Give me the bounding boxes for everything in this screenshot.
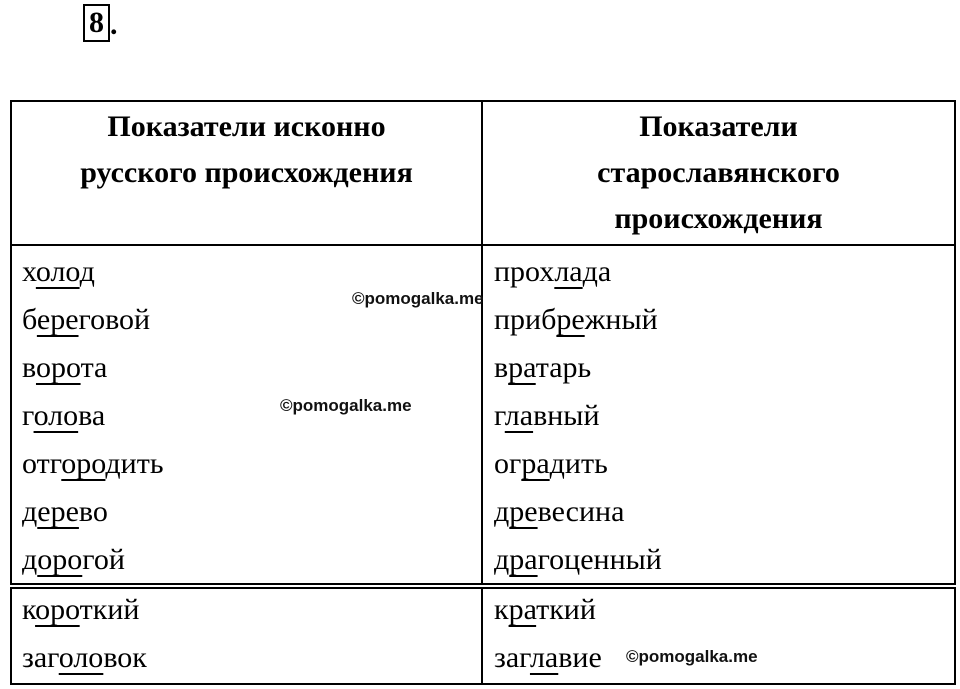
root-underline: оло: [58, 641, 104, 674]
task-number: [83, 4, 118, 42]
slavonic-word: вратарь: [494, 351, 592, 384]
header-left-line-2: русского происхождения: [80, 156, 413, 189]
root-underline: ла: [554, 255, 583, 288]
header-right-line-2: старославянского: [597, 156, 840, 189]
native-word: дерево: [22, 495, 108, 528]
task-number-box: 8: [83, 4, 110, 42]
root-underline: ла: [504, 399, 534, 432]
root-underline: ере: [37, 495, 79, 528]
root-underline: оло: [35, 255, 80, 288]
root-underline: ра: [508, 593, 537, 626]
slavonic-word: прибрежный: [494, 303, 658, 336]
column-divider-bottom: [481, 587, 483, 685]
native-word: береговой: [22, 303, 151, 336]
native-word: дорогой: [22, 543, 125, 576]
root-underline: ра: [521, 447, 550, 480]
header-right: [483, 104, 954, 242]
root-underline: ере: [36, 303, 79, 336]
comparison-table: [10, 100, 956, 685]
slavonic-word: прохлада: [494, 255, 612, 288]
slavonic-word: оградить: [494, 447, 608, 480]
task-number-dot: .: [110, 8, 118, 41]
native-word: ворота: [22, 351, 108, 384]
header-right-line-3: происхождения: [614, 202, 823, 235]
root-underline: оро: [35, 593, 80, 626]
slavonic-word: главный: [494, 399, 600, 432]
header-left-line-1: Показатели исконно: [107, 110, 386, 143]
slavonic-word: заглавие: [494, 641, 602, 674]
root-underline: оро: [37, 543, 83, 576]
slavonic-words-column: [494, 248, 662, 584]
watermark: ©pomogalka.me: [626, 647, 758, 666]
native-word: короткий: [22, 593, 140, 626]
native-word: голова: [22, 399, 106, 432]
watermark: ©pomogalka.me: [280, 396, 412, 415]
root-underline: ре: [556, 303, 585, 336]
slavonic-word: краткий: [494, 593, 596, 626]
header-right-line-1: Показатели: [639, 110, 798, 143]
native-words-column: [22, 248, 164, 584]
native-word: отгородить: [22, 447, 164, 480]
header-divider: [10, 244, 956, 246]
root-underline: ре: [509, 495, 538, 528]
root-underline: оро: [61, 447, 106, 480]
root-underline: оло: [33, 399, 79, 432]
table-frame-bottom: [10, 587, 956, 685]
watermark: ©pomogalka.me: [352, 289, 484, 308]
root-underline: ла: [529, 641, 559, 674]
root-underline: оро: [35, 351, 81, 384]
native-words-column-2: [22, 586, 147, 682]
slavonic-word: драгоценный: [494, 543, 662, 576]
native-word: холод: [22, 255, 95, 288]
slavonic-words-column-2: [494, 586, 602, 682]
root-underline: ра: [508, 351, 536, 384]
slavonic-word: древесина: [494, 495, 625, 528]
header-left: [12, 104, 481, 196]
root-underline: ра: [509, 543, 538, 576]
native-word: заголовок: [22, 641, 147, 674]
